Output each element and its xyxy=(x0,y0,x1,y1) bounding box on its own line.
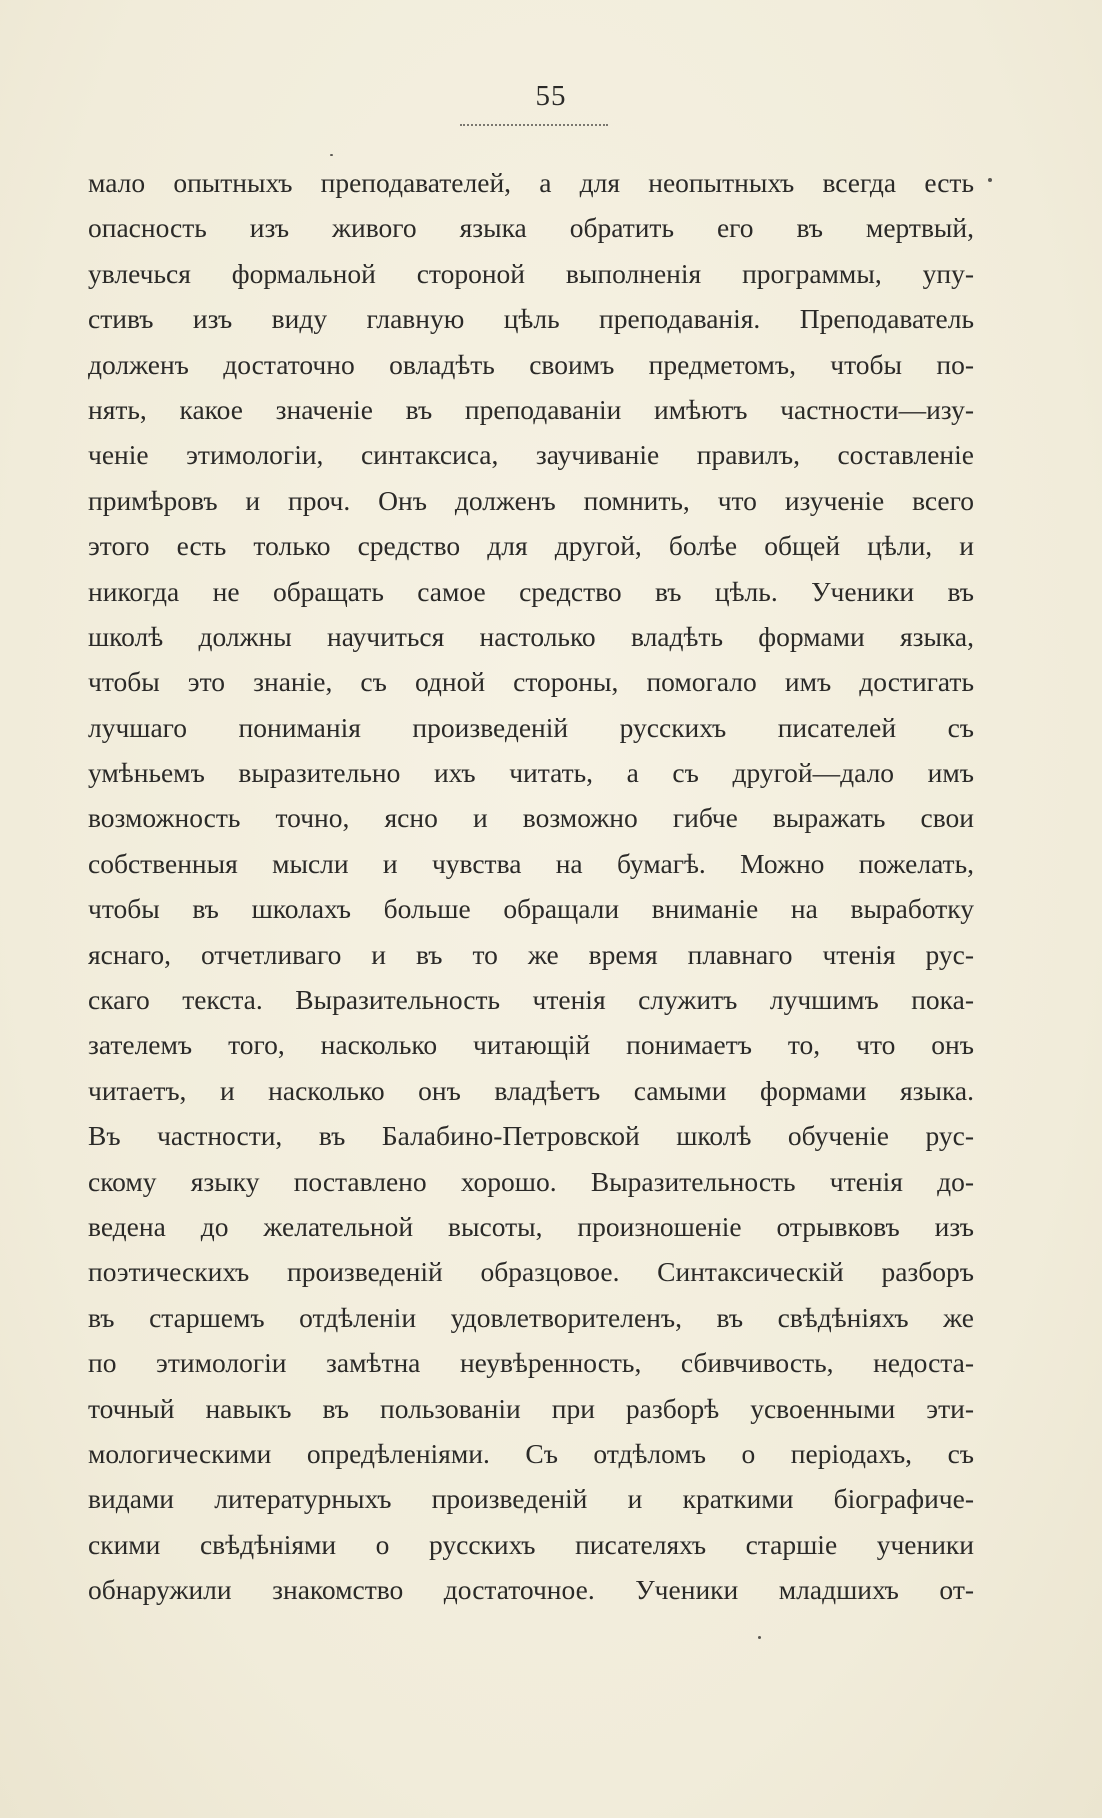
body-text xyxy=(88,160,974,1613)
text-line: умѣньемъ выразительно ихъ читать, а съ другой—дало имъ xyxy=(88,757,974,789)
text-line: мало опытныхъ преподавателей, а для неопытныхъ всегда есть xyxy=(88,167,974,198)
text-line: опасность изъ живого языка обратить его въ мертвый, xyxy=(88,212,974,244)
text-line: видами литературныхъ произведеній и краткими біографиче- xyxy=(88,1483,974,1515)
text-line: ченіе этимологіи, синтаксиса, заучиваніе правилъ, составленіе xyxy=(88,439,974,471)
text-line: чтобы въ школахъ больше обращали вниманіе на выработку xyxy=(88,893,974,925)
text-line: скаго текста. Выразительность чтенія служитъ лучшимъ пока- xyxy=(88,984,974,1016)
text-line: никогда не обращать самое средство въ цѣль. Ученики въ xyxy=(88,575,974,607)
text-line: точный навыкъ въ пользованіи при разборѣ усвоенными эти- xyxy=(88,1392,974,1424)
text-line: яснаго, отчетливаго и въ то же время плавнаго чтенія рус- xyxy=(88,938,974,970)
text-line: примѣровъ и проч. Онъ долженъ помнить, что изученіе всего xyxy=(88,484,974,516)
text-line: школѣ должны научиться настолько владѣть формами языка, xyxy=(88,620,974,652)
text-line: зателемъ того, насколько читающій понимаетъ то, что онъ xyxy=(88,1029,974,1061)
text-line: собственныя мысли и чувства на бумагѣ. Можно пожелать, xyxy=(88,847,974,879)
page-number-rule xyxy=(460,124,608,126)
text-line: этого есть только средство для другой, болѣе общей цѣли, и xyxy=(88,530,974,562)
print-speck xyxy=(330,154,333,156)
text-line: нять, какое значеніе въ преподаваніи имѣютъ частности—изу- xyxy=(88,393,974,425)
page-number: 55 xyxy=(535,80,567,112)
text-line: Въ частности, въ Балабино-Петровской школѣ обученіе рус- xyxy=(88,1120,974,1152)
text-line: лучшаго пониманія произведеній русскихъ писателей съ xyxy=(88,711,974,743)
text-line: стивъ изъ виду главную цѣль преподаванія. Преподаватель xyxy=(88,303,974,335)
text-line: въ старшемъ отдѣленіи удовлетворителенъ, въ свѣдѣніяхъ же xyxy=(88,1301,974,1333)
text-line: долженъ достаточно овладѣть своимъ предметомъ, чтобы по- xyxy=(88,348,974,380)
text-line: увлечься формальной стороной выполненія программы, упу- xyxy=(88,257,974,289)
text-line: читаетъ, и насколько онъ владѣетъ самыми формами языка. xyxy=(88,1074,974,1106)
print-speck xyxy=(988,178,992,182)
text-line: возможность точно, ясно и возможно гибче выражать свои xyxy=(88,802,974,834)
text-line: скими свѣдѣніями о русскихъ писателяхъ старшіе ученики xyxy=(88,1528,974,1560)
text-line: поэтическихъ произведеній образцовое. Синтаксическій разборъ xyxy=(88,1256,974,1288)
text-line: скому языку поставлено хорошо. Выразительность чтенія до- xyxy=(88,1165,974,1197)
text-line: чтобы это знаніе, съ одной стороны, помогало имъ достигать xyxy=(88,666,974,698)
text-line: ведена до желательной высоты, произношеніе отрывковъ изъ xyxy=(88,1210,974,1242)
text-line: по этимологіи замѣтна неувѣренность, сбивчивость, недоста- xyxy=(88,1347,974,1379)
text-line: обнаружили знакомство достаточное. Ученики младшихъ от- xyxy=(88,1574,974,1606)
text-line: мологическими опредѣленіями. Съ отдѣломъ о періодахъ, съ xyxy=(88,1437,974,1469)
print-speck xyxy=(758,1636,761,1639)
